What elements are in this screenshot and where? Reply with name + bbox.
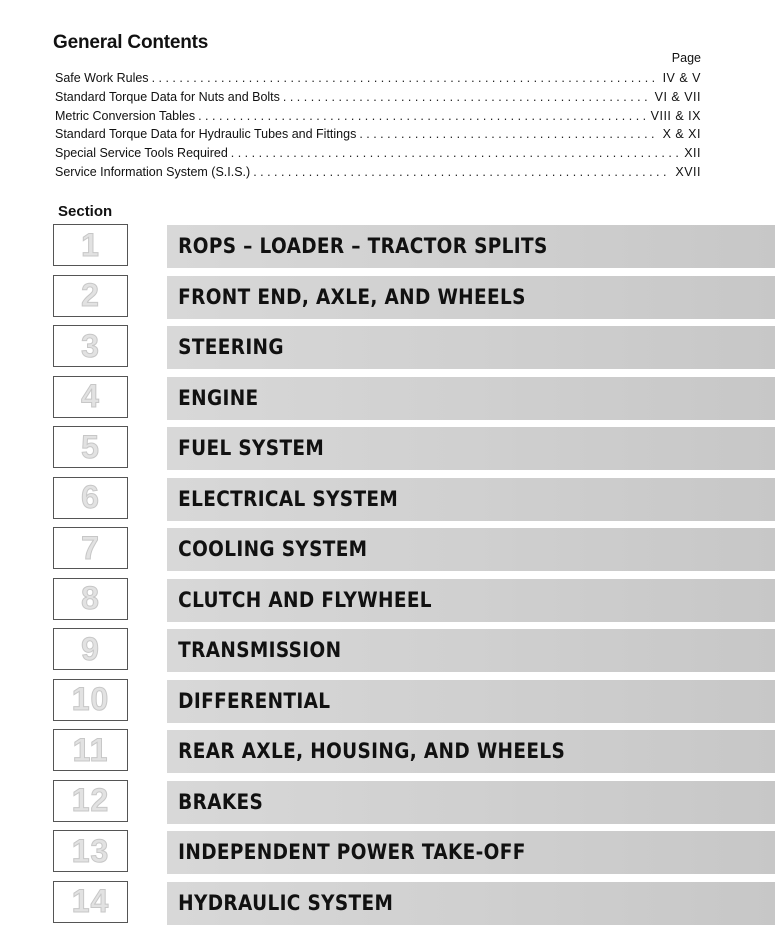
section-number-box xyxy=(53,477,128,519)
section-number-box xyxy=(53,780,128,822)
section-number: 9 xyxy=(81,630,100,667)
general-contents-list xyxy=(55,71,701,184)
toc-entry-page: VIII & IX xyxy=(650,108,701,123)
section-row[interactable] xyxy=(0,224,784,268)
section-number: 6 xyxy=(81,479,100,515)
section-tab[interactable] xyxy=(167,528,775,571)
section-title: HYDRAULIC SYSTEM xyxy=(178,890,394,916)
section-tab[interactable] xyxy=(167,730,775,773)
section-title: ENGINE xyxy=(178,385,259,411)
toc-entry[interactable] xyxy=(55,90,701,109)
section-title: ELECTRICAL SYSTEM xyxy=(178,486,399,512)
page-column-label: Page xyxy=(671,51,701,65)
toc-entry-label: Safe Work Rules xyxy=(55,71,149,85)
section-row[interactable] xyxy=(0,477,784,521)
section-number: 1 xyxy=(81,226,100,263)
leader-dots xyxy=(198,109,647,123)
section-number-box xyxy=(53,224,128,266)
section-row[interactable] xyxy=(0,830,784,874)
section-row[interactable] xyxy=(0,881,784,925)
section-tab[interactable] xyxy=(167,680,775,723)
section-number: 4 xyxy=(81,378,100,414)
section-tab[interactable] xyxy=(167,478,775,521)
section-tab[interactable] xyxy=(167,629,775,672)
section-number: 13 xyxy=(71,832,110,869)
section-row[interactable] xyxy=(0,426,784,470)
section-number: 5 xyxy=(81,428,100,465)
section-title: CLUTCH AND FLYWHEEL xyxy=(178,587,432,613)
section-number: 3 xyxy=(81,327,100,364)
section-title: FUEL SYSTEM xyxy=(178,436,325,461)
section-row[interactable] xyxy=(0,325,784,369)
section-number-box xyxy=(53,830,128,872)
toc-entry-label: Standard Torque Data for Hydraulic Tubes and Fittings xyxy=(55,127,357,142)
section-title: BRAKES xyxy=(178,789,264,815)
section-number-box xyxy=(53,679,128,721)
toc-entry-page: VI & VII xyxy=(654,89,701,104)
section-heading: Section xyxy=(58,203,113,220)
toc-entry-label: Service Information System (S.I.S.) xyxy=(55,164,251,179)
section-index xyxy=(0,224,784,934)
section-tab[interactable] xyxy=(167,326,775,369)
section-row[interactable] xyxy=(0,780,784,824)
section-number: 2 xyxy=(81,277,100,313)
section-number-box xyxy=(53,275,128,317)
section-number-box xyxy=(53,527,128,569)
toc-entry-label: Special Service Tools Required xyxy=(55,146,228,161)
toc-entry-page: XVII xyxy=(675,164,701,179)
section-tab[interactable] xyxy=(167,377,775,420)
toc-entry[interactable] xyxy=(55,109,701,128)
section-row[interactable] xyxy=(0,527,784,571)
section-row[interactable] xyxy=(0,275,784,319)
section-title: FRONT END, AXLE, AND WHEELS xyxy=(178,284,526,310)
toc-entry[interactable] xyxy=(55,127,701,146)
toc-entry-page: XII xyxy=(684,146,701,161)
section-title: ROPS – LOADER – TRACTOR SPLITS xyxy=(178,234,548,259)
section-number-box xyxy=(53,325,128,367)
section-number-box xyxy=(53,578,128,620)
section-tab[interactable] xyxy=(167,579,775,622)
leader-dots xyxy=(283,90,651,104)
section-tab[interactable] xyxy=(167,276,775,319)
toc-entry-page: IV & V xyxy=(662,71,701,85)
toc-entry-page: X & XI xyxy=(662,127,701,142)
section-title: DIFFERENTIAL xyxy=(178,688,331,714)
section-number: 12 xyxy=(71,782,110,818)
section-number-box xyxy=(53,376,128,418)
page-title: General Contents xyxy=(53,32,209,53)
leader-dots xyxy=(253,165,671,179)
section-row[interactable] xyxy=(0,679,784,723)
toc-entry[interactable] xyxy=(55,146,701,165)
toc-entry-label: Metric Conversion Tables xyxy=(55,108,196,123)
section-number: 8 xyxy=(81,580,100,616)
section-title: INDEPENDENT POWER TAKE-OFF xyxy=(178,840,526,865)
section-tab[interactable] xyxy=(167,781,775,824)
section-row[interactable] xyxy=(0,376,784,420)
toc-entry[interactable] xyxy=(55,71,701,90)
section-tab[interactable] xyxy=(167,225,775,268)
leader-dots xyxy=(152,71,659,85)
section-row[interactable] xyxy=(0,578,784,622)
section-row[interactable] xyxy=(0,628,784,672)
section-title: COOLING SYSTEM xyxy=(178,537,368,562)
section-row[interactable] xyxy=(0,729,784,773)
section-number: 14 xyxy=(71,883,110,919)
section-number: 10 xyxy=(71,681,110,717)
section-number: 11 xyxy=(72,731,109,768)
section-number-box xyxy=(53,426,128,468)
toc-entry[interactable] xyxy=(55,165,701,184)
section-tab[interactable] xyxy=(167,427,775,470)
section-tab[interactable] xyxy=(167,831,775,874)
toc-entry-label: Standard Torque Data for Nuts and Bolts xyxy=(55,89,280,104)
section-number-box xyxy=(53,628,128,670)
section-title: REAR AXLE, HOUSING, AND WHEELS xyxy=(178,739,566,764)
section-number-box xyxy=(53,881,128,923)
leader-dots xyxy=(359,127,658,141)
section-tab[interactable] xyxy=(167,882,775,925)
leader-dots xyxy=(231,146,680,160)
section-number-box xyxy=(53,729,128,771)
section-title: STEERING xyxy=(178,335,284,360)
section-number: 7 xyxy=(81,529,100,566)
section-title: TRANSMISSION xyxy=(178,638,342,663)
